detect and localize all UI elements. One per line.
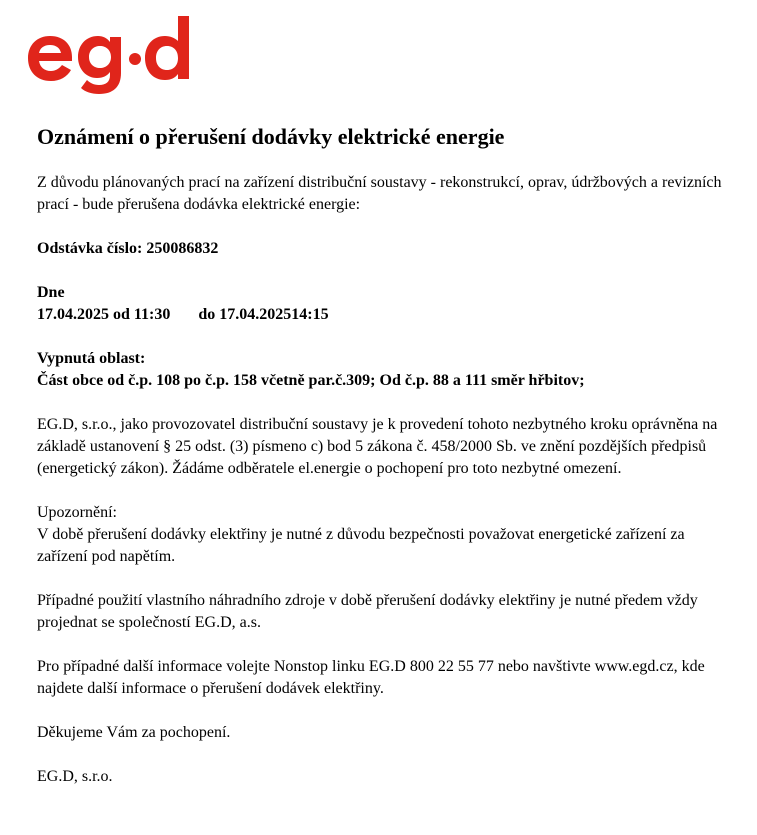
area-block <box>37 348 737 392</box>
signature: EG.D, s.r.o. <box>37 768 113 785</box>
time-to: 14:15 <box>291 306 329 323</box>
warning-text: V době přerušení dodávky elektřiny je nutné z důvodu bezpečnosti považovat energetické zařízení za zařízení pod napětím. <box>37 526 685 565</box>
outage-number-label: Odstávka číslo: <box>37 240 143 257</box>
date-from: 17.04.2025 od 11:30 <box>37 306 171 323</box>
area-value: Část obce od č.p. 108 po č.p. 158 včetně par.č.309; Od č.p. 88 a 111 směr hřbitov; <box>37 372 585 389</box>
date-label: Dne <box>37 284 65 301</box>
backup-source-text: Případné použití vlastního náhradního zdroje v době přerušení dodávky elektřiny je nutné předem vždy projednat se společností EG.D, a.s. <box>37 592 698 631</box>
intro-text: Z důvodu plánovaných prací na zařízení distribuční soustavy - rekonstrukcí, oprav, údržbových a revizních prací - bude přerušena dodávka elektrické energie: <box>37 174 722 213</box>
egd-logo <box>28 12 198 94</box>
warning-label: Upozornění: <box>37 504 117 521</box>
outage-number-line <box>37 238 737 260</box>
date-range <box>37 306 329 323</box>
date-block <box>37 282 737 326</box>
notice-content <box>37 122 737 788</box>
area-label: Vypnutá oblast: <box>37 350 146 367</box>
egd-logo-mark <box>28 12 198 94</box>
notice-title: Oznámení o přerušení dodávky elektrické energie <box>37 124 505 149</box>
date-to: do 17.04.2025 <box>198 306 292 323</box>
warning-block <box>37 502 737 568</box>
legal-text: EG.D, s.r.o., jako provozovatel distribuční soustavy je k provedení tohoto nezbytného kroku oprávněna na základě ustanovení § 25 odst. (3) písmeno c) bod 5 zákona č. 458/2000 Sb. ve znění pozdějších předpisů (energetický zákon). Žádáme odběratele el.energie o pochopení pro toto nezbytné omezení. <box>37 416 718 477</box>
thanks-text: Děkujeme Vám za pochopení. <box>37 724 231 741</box>
contact-text: Pro případné další informace volejte Nonstop linku EG.D 800 22 55 77 nebo navštivte www.egd.cz, kde najdete další informace o přerušení dodávek elektřiny. <box>37 658 705 697</box>
outage-number: 250086832 <box>146 240 219 257</box>
